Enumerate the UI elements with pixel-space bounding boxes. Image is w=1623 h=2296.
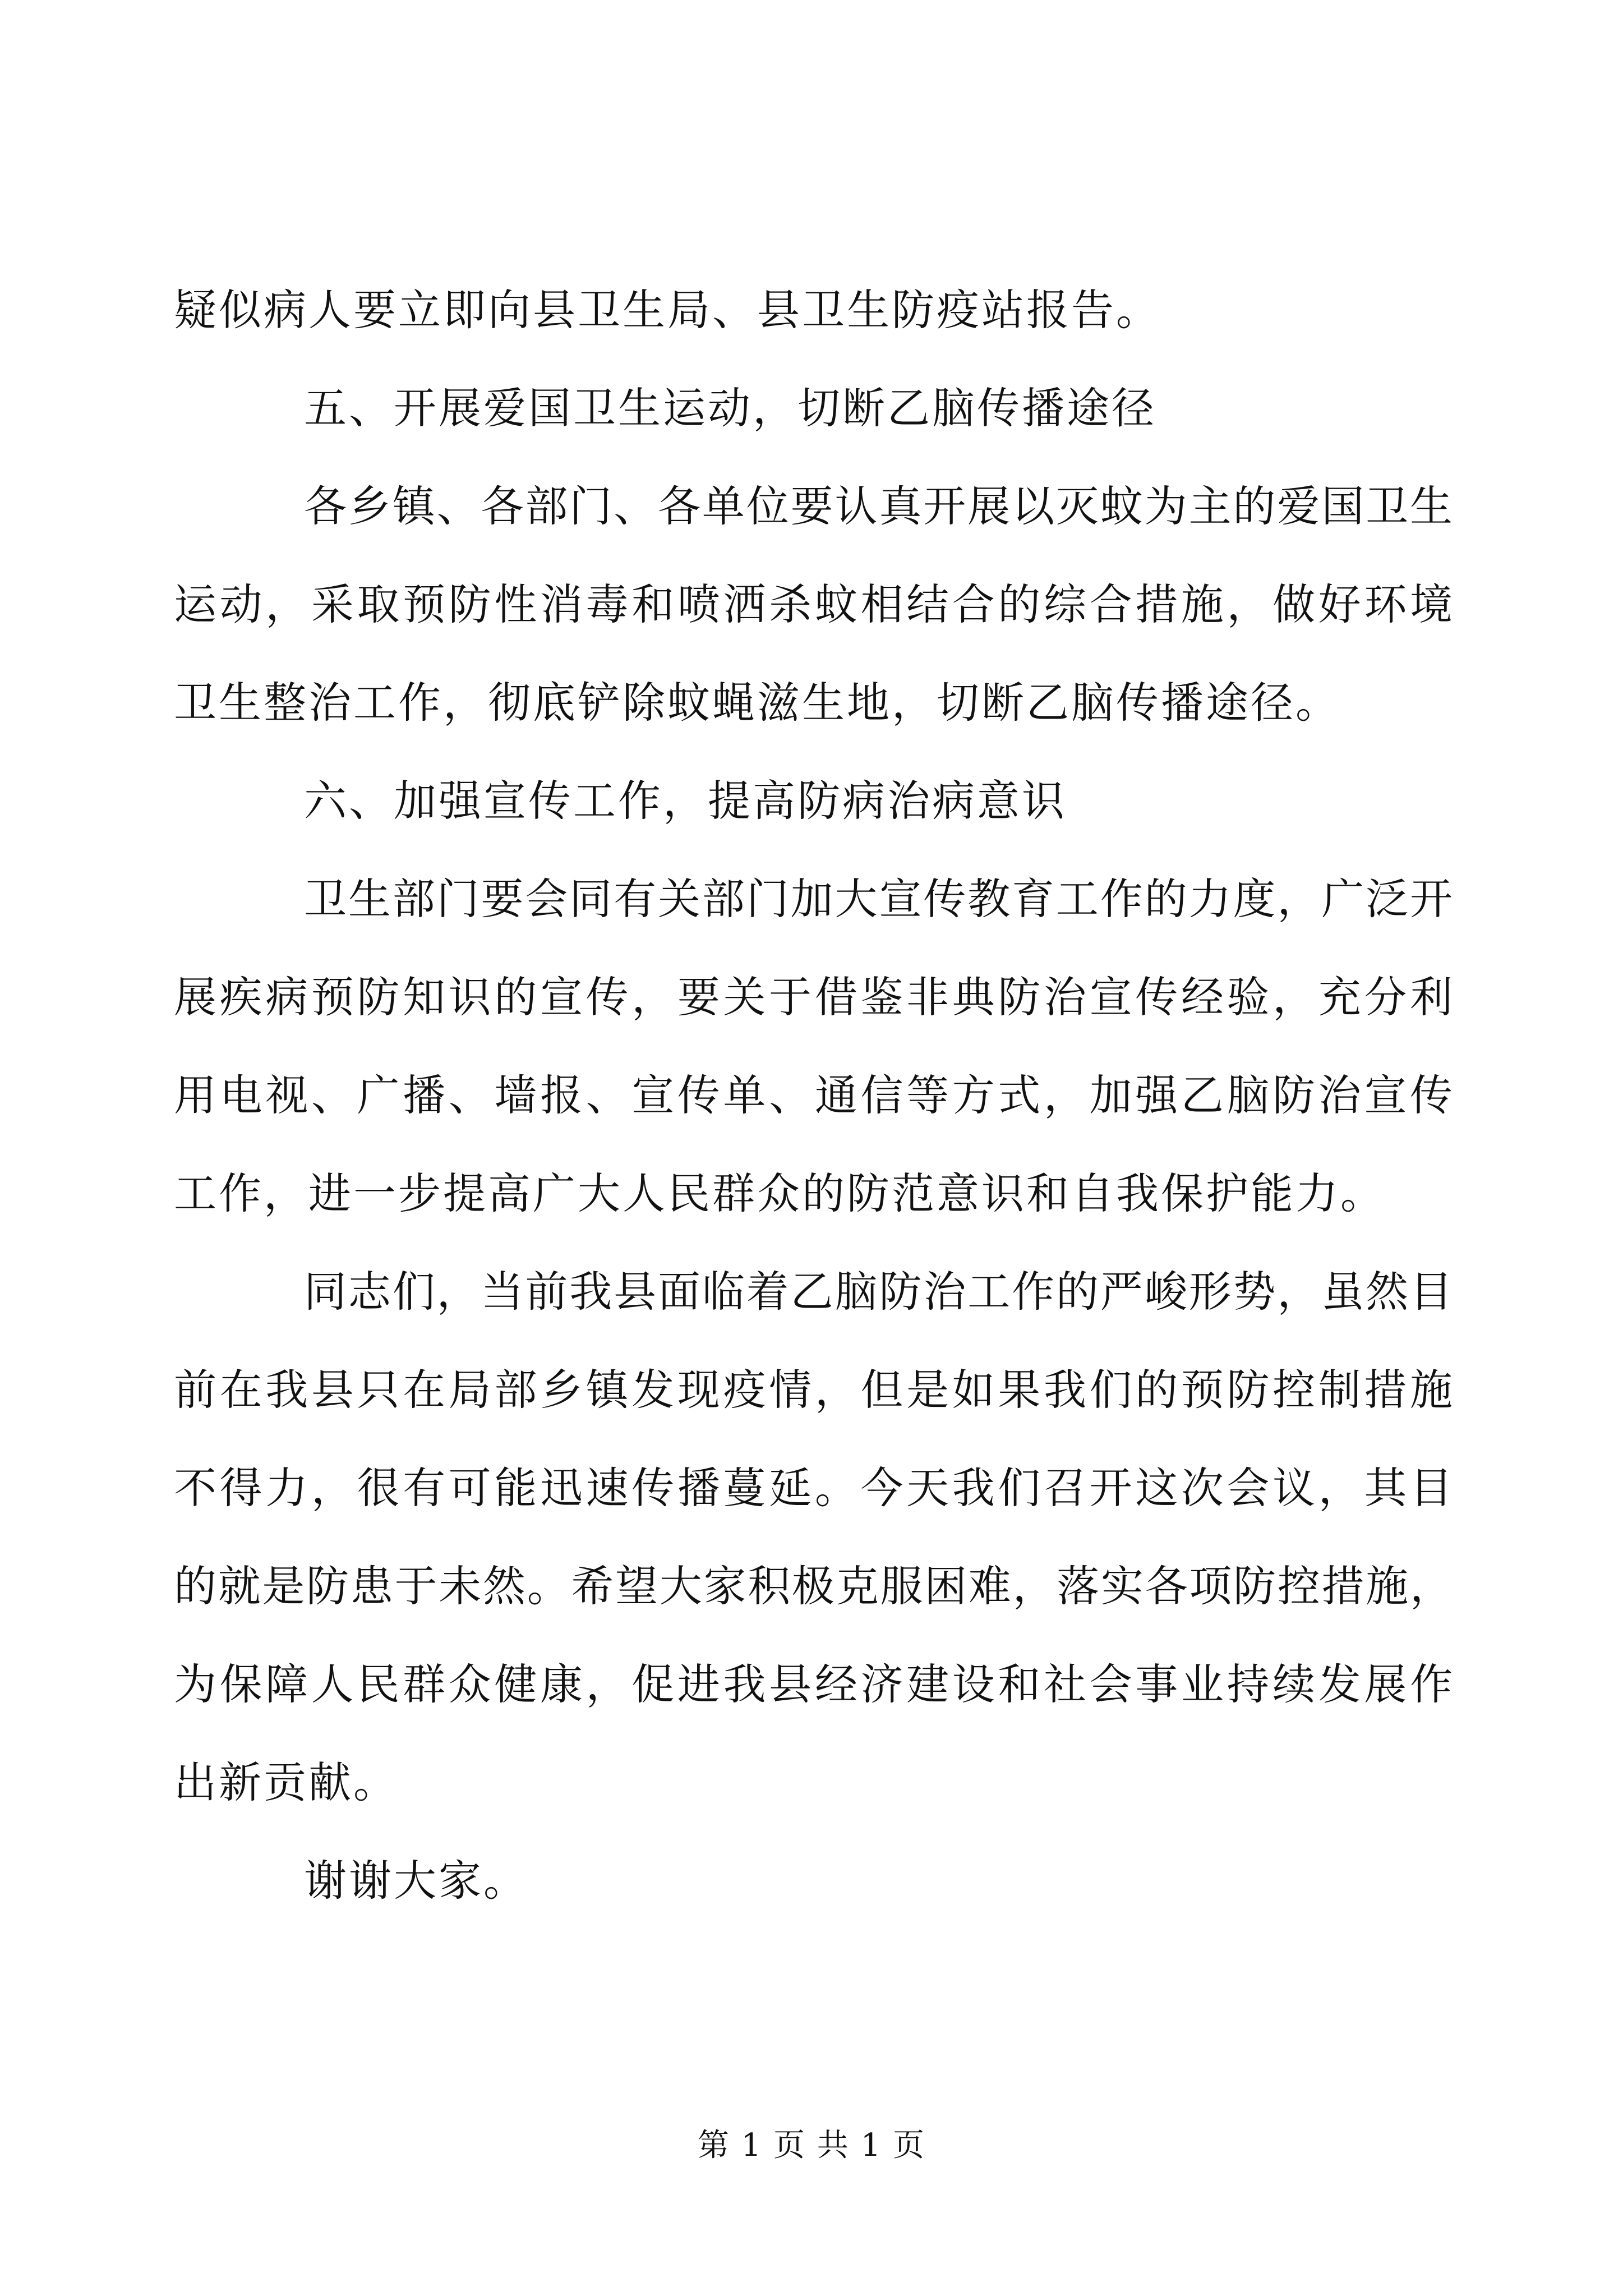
text-line: 的就是防患于未然。希望大家积极克服困难，落实各项防控措施， bbox=[174, 1561, 1453, 1611]
text-line: 前在我县只在局部乡镇发现疫情，但是如果我们的预防控制措施 bbox=[174, 1365, 1453, 1415]
text-line: 各乡镇、各部门、各单位要认真开展以灭蚊为主的爱国卫生 bbox=[304, 481, 1453, 531]
closing-line: 谢谢大家。 bbox=[304, 1856, 528, 1906]
text-line: 展疾病预防知识的宣传，要关于借鉴非典防治宣传经验，充分利 bbox=[174, 972, 1453, 1022]
text-line: 工作，进一步提高广大人民群众的防范意识和自我保护能力。 bbox=[174, 1168, 1385, 1218]
text-line: 同志们，当前我县面临着乙脑防治工作的严峻形势，虽然目 bbox=[304, 1267, 1453, 1317]
text-line: 卫生整治工作，彻底铲除蚊蝇滋生地，切断乙脑传播途径。 bbox=[174, 678, 1340, 728]
text-line: 为保障人民群众健康，促进我县经济建设和社会事业持续发展作 bbox=[174, 1659, 1453, 1709]
text-line: 卫生部门要会同有关部门加大宣传教育工作的力度，广泛开 bbox=[304, 874, 1453, 924]
page-footer: 第 1 页 共 1 页 bbox=[697, 2127, 926, 2164]
text-line: 不得力，很有可能迅速传播蔓延。今天我们召开这次会议，其目 bbox=[174, 1463, 1453, 1513]
text-line: 出新贡献。 bbox=[174, 1757, 398, 1807]
section-heading-5: 五、开展爱国卫生运动，切断乙脑传播途径 bbox=[304, 383, 1156, 433]
text-line: 疑似病人要立即向县卫生局、县卫生防疫站报告。 bbox=[174, 285, 1161, 335]
text-line: 用电视、广播、墙报、宣传单、通信等方式，加强乙脑防治宣传 bbox=[174, 1070, 1453, 1120]
document-body bbox=[174, 261, 1453, 1930]
text-line: 运动，采取预防性消毒和喷洒杀蚊相结合的综合措施，做好环境 bbox=[174, 579, 1453, 629]
section-heading-6: 六、加强宣传工作，提高防病治病意识 bbox=[304, 776, 1067, 826]
